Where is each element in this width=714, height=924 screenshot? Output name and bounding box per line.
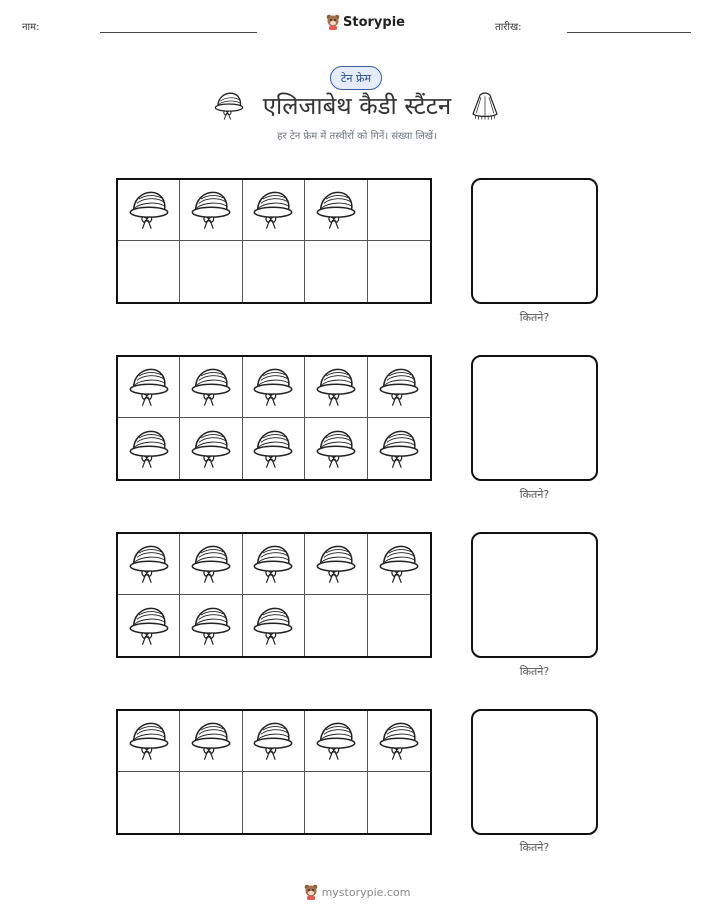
- ten-frame-cell: [305, 595, 367, 656]
- footer: [0, 884, 714, 900]
- logo-text: Storypie: [343, 14, 405, 30]
- ten-frame-cell: [180, 595, 242, 656]
- ten-frame-cell: [180, 418, 242, 479]
- bear-mascot-icon: [326, 14, 340, 30]
- bonnet-hat-icon: [127, 188, 171, 232]
- ten-frame-cell: [368, 180, 430, 241]
- bonnet-hat-icon: [377, 719, 421, 763]
- bonnet-hat-icon: [314, 542, 358, 586]
- bonnet-hat-icon: [251, 542, 295, 586]
- ten-frame-cell: [243, 180, 305, 241]
- page-title: एलिजाबेथ कैडी स्टैंटन: [262, 92, 452, 120]
- name-line[interactable]: [100, 32, 257, 33]
- ten-frame-cell: [118, 418, 180, 479]
- ten-frame-cell: [180, 241, 242, 302]
- ten-frame-cell: [180, 534, 242, 595]
- bonnet-hat-icon: [189, 188, 233, 232]
- ten-frame-cell: [180, 711, 242, 772]
- ten-frame-cell: [118, 241, 180, 302]
- bonnet-hat-icon: [127, 542, 171, 586]
- bonnet-hat-icon: [314, 365, 358, 409]
- date-label: तारीख:: [495, 22, 522, 33]
- bear-mascot-icon: [304, 884, 318, 900]
- how-many-label-1: कितने?: [519, 311, 550, 324]
- bonnet-hat-icon: [127, 604, 171, 648]
- footer-url: mystorypie.com: [321, 885, 411, 899]
- ten-frame-cell: [180, 357, 242, 418]
- ten-frame-1: [116, 178, 432, 304]
- ten-frame-cell: [368, 534, 430, 595]
- ten-frame-cell: [180, 180, 242, 241]
- bonnet-hat-icon: [127, 365, 171, 409]
- ten-frame-cell: [118, 711, 180, 772]
- ten-frame-cell: [305, 241, 367, 302]
- bonnet-hat-icon: [314, 188, 358, 232]
- instructions: हर टेन फ्रेम में तस्वीरों को गिनें। संख्या लिखें।: [277, 131, 437, 142]
- bonnet-hat-icon: [314, 719, 358, 763]
- ten-frame-cell: [243, 772, 305, 833]
- ten-frame-cell: [305, 418, 367, 479]
- ten-frame-cell: [305, 180, 367, 241]
- ten-frame-cell: [305, 534, 367, 595]
- ten-frame-cell: [118, 772, 180, 833]
- bonnet-hat-icon: [377, 427, 421, 471]
- ten-frame-cell: [305, 711, 367, 772]
- bonnet-hat-icon: [127, 719, 171, 763]
- ten-frame-cell: [368, 711, 430, 772]
- bonnet-hat-icon: [189, 604, 233, 648]
- bonnet-hat-icon: [377, 365, 421, 409]
- ten-frame-cell: [368, 241, 430, 302]
- ten-frame-cell: [368, 357, 430, 418]
- bonnet-hat-icon: [251, 188, 295, 232]
- bonnet-hat-icon: [251, 719, 295, 763]
- bonnet-hat-icon: [189, 542, 233, 586]
- date-line[interactable]: [567, 32, 691, 33]
- how-many-label-4: कितने?: [519, 841, 550, 854]
- ten-frame-2: [116, 355, 432, 481]
- ten-frame-cell: [118, 357, 180, 418]
- ten-frame-badge: टेन फ्रेम: [330, 66, 382, 90]
- bonnet-hat-icon: [377, 542, 421, 586]
- answer-box-4[interactable]: [471, 709, 598, 835]
- shawl-icon: [469, 90, 501, 122]
- ten-frame-cell: [243, 357, 305, 418]
- how-many-label-3: कितने?: [519, 665, 550, 678]
- ten-frame-cell: [243, 241, 305, 302]
- ten-frame-cell: [368, 595, 430, 656]
- bonnet-hat-icon: [251, 365, 295, 409]
- ten-frame-cell: [243, 534, 305, 595]
- answer-box-2[interactable]: [471, 355, 598, 481]
- ten-frame-cell: [118, 595, 180, 656]
- ten-frame-3: [116, 532, 432, 658]
- ten-frame-cell: [305, 357, 367, 418]
- ten-frame-cell: [118, 180, 180, 241]
- ten-frame-4: [116, 709, 432, 835]
- bonnet-hat-icon: [127, 427, 171, 471]
- ten-frame-cell: [243, 418, 305, 479]
- ten-frame-cell: [243, 595, 305, 656]
- name-label: नाम:: [22, 22, 40, 33]
- bonnet-hat-icon: [314, 427, 358, 471]
- storypie-logo: [326, 14, 405, 30]
- bonnet-hat-icon: [251, 604, 295, 648]
- ten-frame-cell: [305, 772, 367, 833]
- answer-box-3[interactable]: [471, 532, 598, 658]
- ten-frame-cell: [243, 711, 305, 772]
- bonnet-hat-icon: [189, 719, 233, 763]
- how-many-label-2: कितने?: [519, 488, 550, 501]
- answer-box-1[interactable]: [471, 178, 598, 304]
- bonnet-hat-icon: [189, 365, 233, 409]
- ten-frame-cell: [368, 772, 430, 833]
- ten-frame-cell: [368, 418, 430, 479]
- ten-frame-cell: [118, 534, 180, 595]
- bonnet-hat-icon: [189, 427, 233, 471]
- ten-frame-cell: [180, 772, 242, 833]
- bonnet-hat-icon: [251, 427, 295, 471]
